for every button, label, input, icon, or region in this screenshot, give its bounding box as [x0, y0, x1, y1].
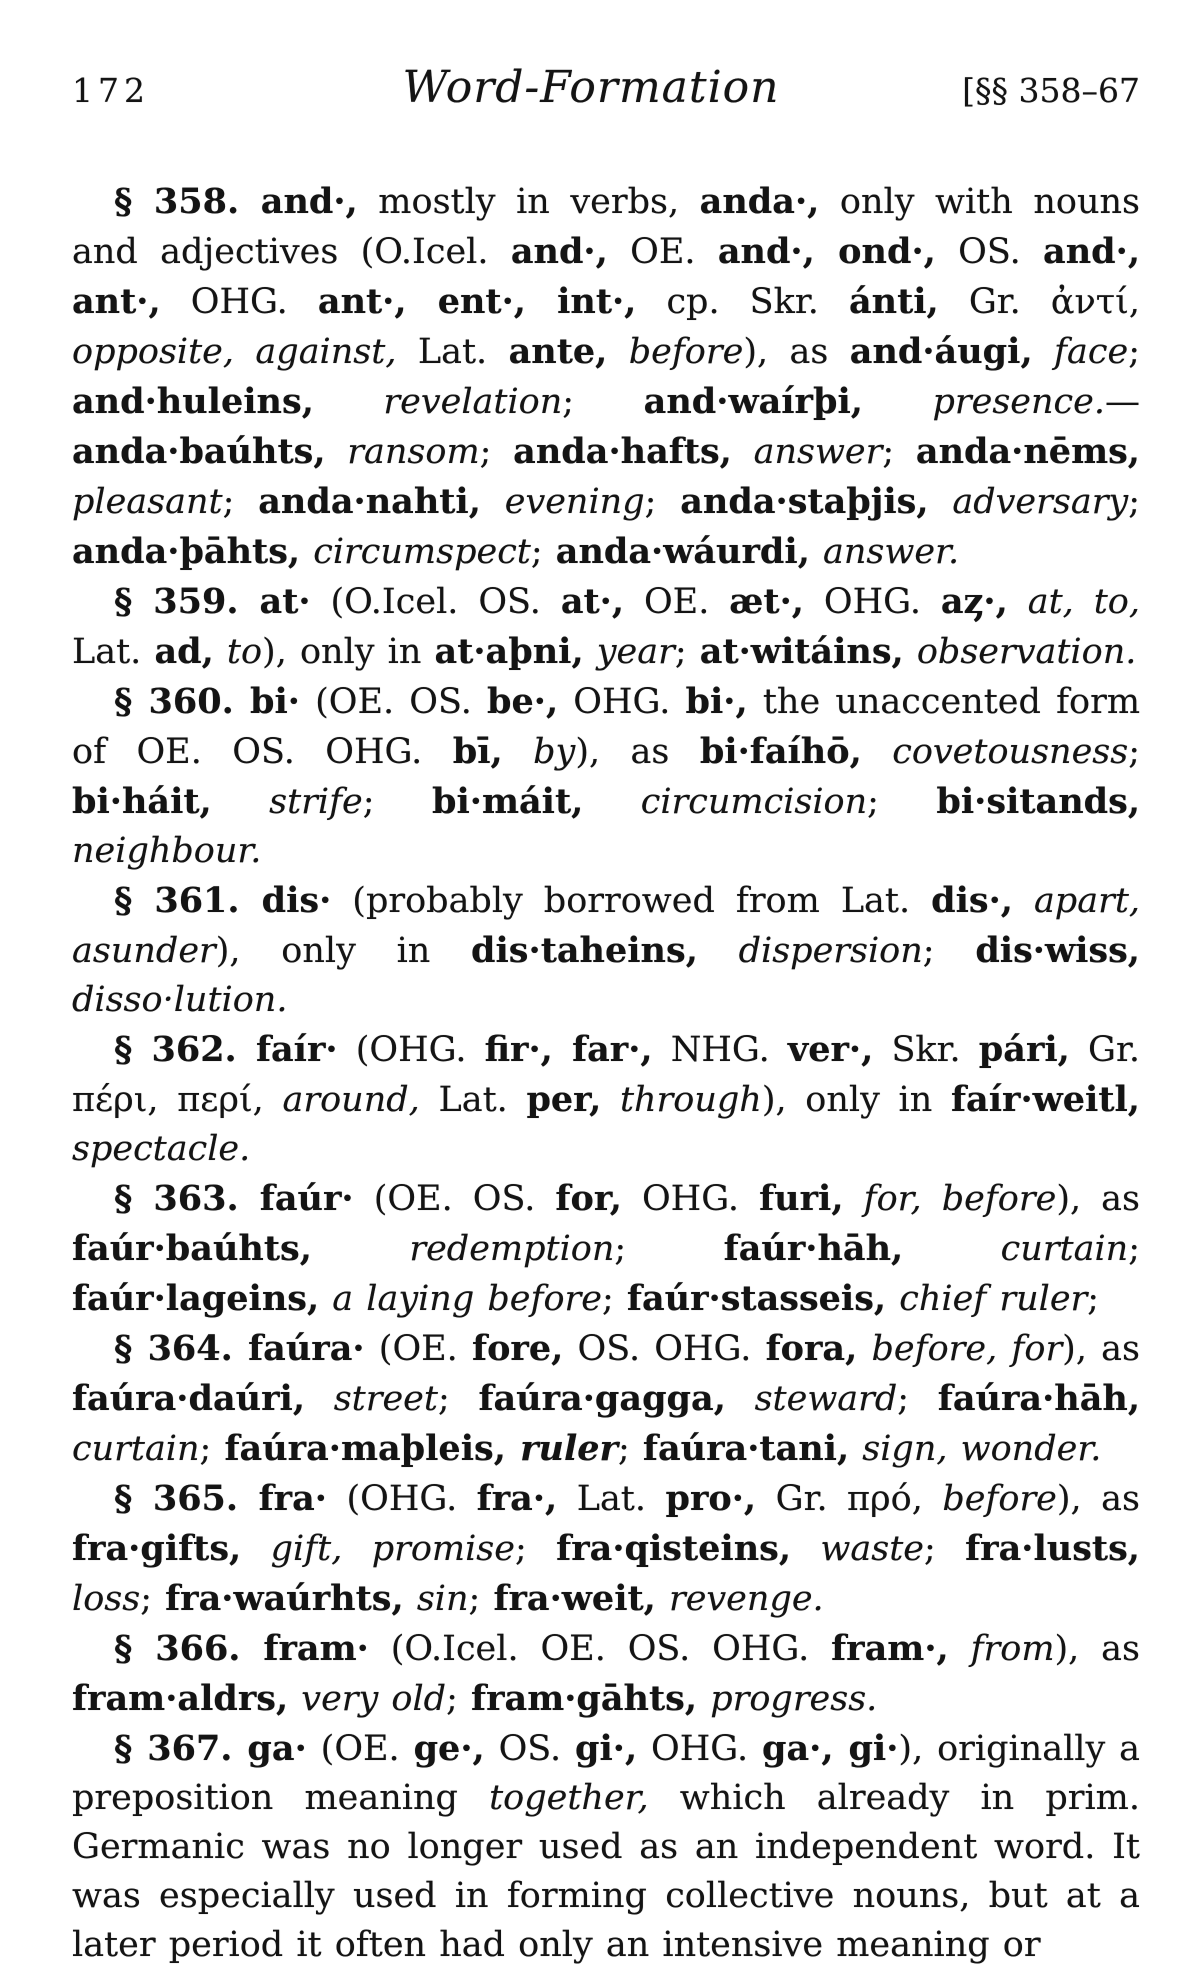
text-run: gi·,	[575, 1728, 638, 1769]
text-run: from	[948, 1629, 1055, 1669]
text-run: ;	[923, 1529, 966, 1569]
text-run: faúra·gagga,	[478, 1378, 726, 1419]
text-run: sin	[403, 1579, 469, 1619]
text-run: be·,	[487, 681, 559, 722]
text-run: OE.	[607, 232, 718, 272]
text-run: revelation	[313, 382, 563, 422]
text-run: § 367. ga·	[114, 1728, 307, 1769]
text-run: OHG.	[160, 282, 318, 322]
text-run: dis·taheins,	[471, 930, 698, 971]
text-run: ), as	[1054, 1629, 1141, 1669]
text-run: ;	[1128, 482, 1141, 522]
text-run: ;	[644, 482, 681, 522]
text-run: which already in prim. Germanic was no longer used as an independent word. It was especially used in forming collective nouns, but at a later period it often had only an intensive meaning or	[72, 1778, 1140, 1965]
text-run: faúr·hāh,	[723, 1228, 904, 1269]
text-run: faúra·maþleis,	[224, 1428, 506, 1469]
text-run: ), as	[1056, 1479, 1140, 1519]
text-run: ;	[199, 1429, 225, 1469]
text-run: ), only in	[215, 931, 472, 971]
text-run: disso·lution.	[72, 980, 288, 1020]
text-run: neighbour.	[72, 831, 262, 871]
text-run: adversary	[928, 482, 1129, 522]
text-run: bi·máit,	[432, 781, 584, 822]
text-run: per,	[526, 1079, 602, 1120]
text-run: ver·,	[787, 1029, 874, 1070]
text-run: NHG.	[652, 1030, 788, 1070]
page-body	[72, 177, 1140, 1970]
text-run: fir·, far·,	[484, 1029, 653, 1070]
text-run: faúr·stasseis,	[626, 1278, 887, 1319]
text-run: OE.	[624, 582, 730, 622]
text-run: loss	[72, 1579, 141, 1619]
text-run: § 364. faúra·	[114, 1328, 365, 1369]
text-run: anda·,	[699, 181, 820, 222]
text-run: fra·qisteins,	[556, 1528, 792, 1569]
text-run: apart, asunder	[72, 881, 1141, 971]
text-run: fram·gāhts,	[471, 1678, 698, 1719]
text-run: ;	[479, 432, 514, 472]
text-run: § 359. at·	[114, 581, 311, 622]
text-run: fra·gifts,	[72, 1528, 242, 1569]
text-run: ;	[882, 432, 916, 472]
text-run: § 362. faír·	[114, 1029, 338, 1070]
text-run: § 366. fram·	[114, 1628, 369, 1669]
text-run: æt·,	[729, 581, 804, 622]
text-run: ), only in	[761, 1080, 951, 1120]
text-run: chief ruler	[886, 1279, 1088, 1319]
text-run: ;	[437, 1379, 479, 1419]
text-run: the unaccented form of OE. OS. OHG.	[72, 682, 1141, 772]
text-run: OS.	[935, 232, 1044, 272]
text-run: faúra·hāh,	[937, 1378, 1141, 1419]
text-run: circumspect	[300, 532, 531, 572]
text-run: ;	[617, 1429, 643, 1469]
text-run: and·,	[510, 231, 608, 272]
text-run: ge·,	[413, 1728, 485, 1769]
text-run: (OHG.	[337, 1030, 485, 1070]
text-run: fra·lusts,	[965, 1528, 1140, 1569]
running-title: Word-Formation	[402, 62, 780, 113]
text-run: before	[942, 1479, 1057, 1519]
text-run: § 360. bi·	[114, 681, 300, 722]
text-run: ;	[140, 1579, 166, 1619]
text-run: ;	[674, 632, 700, 672]
text-run: Gr. πέρι, περί,	[72, 1030, 1140, 1120]
text-run: cp. Skr.	[636, 282, 849, 322]
text-run: progress.	[697, 1679, 878, 1719]
text-run: Gr. ἀντί,	[938, 282, 1140, 322]
text-run: and·áugi,	[849, 331, 1033, 372]
text-run: spectacle.	[72, 1129, 251, 1169]
text-run: dis·,	[931, 880, 1013, 921]
text-run: bi·sitands,	[936, 781, 1140, 822]
paragraph-367	[72, 1724, 1140, 1970]
text-run: by	[502, 732, 576, 772]
text-run: § 365. fra·	[114, 1478, 327, 1519]
text-run: strife	[211, 782, 363, 822]
text-run: furi,	[759, 1178, 844, 1219]
text-run: bi·faíhō,	[699, 731, 862, 772]
section-range: [§§ 358–67	[962, 71, 1140, 110]
text-run: through	[601, 1080, 762, 1120]
text-run: ;	[362, 782, 432, 822]
text-run: bi·,	[685, 681, 748, 722]
text-run: faúra·daúri,	[72, 1378, 306, 1419]
text-run: bi·háit,	[72, 781, 212, 822]
text-run: (probably borrowed from Lat.	[331, 881, 932, 921]
text-run: opposite, against,	[72, 332, 397, 372]
text-run: ;	[601, 1279, 627, 1319]
text-run: a laying before	[319, 1279, 602, 1319]
text-run: —	[1105, 382, 1140, 422]
text-run: anda·staþjis,	[680, 481, 929, 522]
text-run: curtain	[72, 1429, 200, 1469]
text-run: § 363. faúr·	[114, 1178, 354, 1219]
text-run: ), originally a preposition meaning	[72, 1729, 1140, 1818]
text-run: ;	[614, 1229, 724, 1269]
text-run: OS.	[484, 1729, 576, 1769]
text-run: Lat.	[72, 632, 155, 672]
text-run: waste	[791, 1529, 924, 1569]
text-run: observation.	[903, 632, 1137, 672]
text-run: ;	[514, 1529, 557, 1569]
page-number: 172	[72, 71, 150, 110]
text-run: fore,	[472, 1328, 564, 1369]
text-run: (OHG.	[327, 1479, 477, 1519]
paragraph-364	[72, 1324, 1140, 1474]
text-run: and·huleins,	[72, 381, 314, 422]
text-run: ;	[468, 1579, 494, 1619]
text-run: only with nouns and adjectives (O.Icel.	[72, 182, 1140, 272]
text-run: pári,	[978, 1029, 1070, 1070]
text-run: anda·hafts,	[513, 431, 732, 472]
text-run: Lat.	[557, 1479, 666, 1519]
text-run: at·aþni,	[434, 631, 584, 672]
paragraph-359	[72, 577, 1140, 677]
text-run: ;	[1128, 732, 1141, 772]
text-run: faúr·baúhts,	[72, 1228, 312, 1269]
text-run: ), as	[743, 332, 850, 372]
text-run: evening	[480, 482, 645, 522]
text-run: fram·aldrs,	[72, 1678, 289, 1719]
text-run: very old	[288, 1679, 447, 1719]
text-run: ), as	[1062, 1329, 1140, 1369]
text-run: ;	[530, 532, 556, 572]
paragraph-362	[72, 1025, 1140, 1174]
text-run: ad,	[154, 631, 214, 672]
paragraph-365	[72, 1474, 1140, 1624]
text-run: curtain	[903, 1229, 1129, 1269]
text-run: steward	[725, 1379, 898, 1419]
text-run: and·waírþi,	[643, 381, 863, 422]
text-run: ga·, gi·	[762, 1728, 899, 1769]
text-run: fra·weit,	[493, 1578, 656, 1619]
paragraph-361	[72, 876, 1140, 1025]
text-run: at·,	[560, 581, 625, 622]
text-run: redemption	[311, 1229, 615, 1269]
text-run: ;	[562, 382, 644, 422]
text-run: Lat.	[419, 1080, 527, 1120]
text-run: dis·wiss,	[975, 930, 1140, 971]
text-run: anda·nēms,	[915, 431, 1140, 472]
text-run: faúra·tani,	[642, 1428, 850, 1469]
text-run: presence.	[862, 382, 1105, 422]
text-run: anda·wáurdi,	[555, 531, 810, 572]
text-run: ;	[897, 1379, 938, 1419]
text-run: OHG.	[558, 682, 686, 722]
text-run: ), only in	[262, 632, 435, 672]
text-run: ruler	[505, 1428, 618, 1469]
text-run: for,	[555, 1178, 622, 1219]
paragraph-366	[72, 1624, 1140, 1724]
text-run: anda·nahti,	[258, 481, 481, 522]
text-run: ;	[922, 931, 976, 971]
text-run: around,	[282, 1080, 420, 1120]
text-run: (OE.	[306, 1729, 414, 1769]
text-run: § 361. dis·	[114, 880, 332, 921]
text-run: anda·baúhts,	[72, 431, 326, 472]
text-run: ransom	[325, 432, 480, 472]
text-run: (OE. OS.	[353, 1179, 556, 1219]
text-run: ;	[1087, 1279, 1100, 1319]
text-run: before	[607, 332, 744, 372]
paragraph-360	[72, 677, 1140, 876]
text-run: ), as	[1056, 1179, 1141, 1219]
text-run: answer	[731, 432, 883, 472]
text-run: mostly in verbs,	[357, 182, 700, 222]
text-run: at, to,	[1007, 582, 1140, 622]
text-run: and·, ond·,	[717, 231, 936, 272]
text-run: anda·þāhts,	[72, 531, 301, 572]
text-run: answer.	[809, 532, 960, 572]
text-run: (O.Icel. OE. OS. OHG.	[368, 1629, 832, 1669]
text-run: fra·,	[476, 1478, 558, 1519]
text-run: ;	[1128, 332, 1140, 372]
paragraph-363	[72, 1174, 1140, 1324]
text-run: for, before	[843, 1179, 1057, 1219]
page-header	[72, 62, 1140, 113]
text-run: Gr. πρό,	[756, 1479, 943, 1519]
text-run: ;	[1128, 1229, 1141, 1269]
text-run: and·, ant·,	[72, 231, 1140, 322]
text-run: ante,	[508, 331, 608, 372]
text-run: before, for	[857, 1329, 1063, 1369]
text-run: pleasant	[72, 482, 223, 522]
text-run: ;	[222, 482, 259, 522]
text-run: dispersion	[697, 931, 923, 971]
text-run: circumcision	[583, 782, 868, 822]
text-run: bī,	[452, 731, 503, 772]
text-run: year	[583, 632, 675, 672]
text-run: OHG.	[803, 582, 941, 622]
text-run: ), as	[575, 732, 700, 772]
text-run: fra·waúrhts,	[165, 1578, 404, 1619]
text-run: Skr.	[873, 1030, 979, 1070]
text-run: OHG.	[621, 1179, 760, 1219]
text-run: covetousness	[861, 732, 1129, 772]
text-run: aȥ·,	[940, 581, 1008, 622]
text-run: faúr·lageins,	[72, 1278, 320, 1319]
text-run: to	[213, 632, 263, 672]
text-run: OHG.	[637, 1729, 762, 1769]
text-run: together,	[489, 1778, 649, 1818]
text-run: pro·,	[665, 1478, 757, 1519]
text-run: face	[1032, 332, 1129, 372]
text-run: at·witáins,	[699, 631, 904, 672]
text-run: faír·weitl,	[950, 1079, 1140, 1120]
paragraph-358	[72, 177, 1140, 577]
text-run: street	[305, 1379, 438, 1419]
text-run: OS. OHG.	[563, 1329, 766, 1369]
text-run: revenge.	[655, 1579, 824, 1619]
text-run: gift, promise	[241, 1529, 515, 1569]
text-run: ;	[446, 1679, 472, 1719]
text-run: fram·,	[831, 1628, 949, 1669]
text-run: (OE.	[364, 1329, 473, 1369]
text-run: fora,	[765, 1328, 858, 1369]
text-run: ant·, ent·, int·,	[317, 281, 637, 322]
text-run: (O.Icel. OS.	[310, 582, 561, 622]
text-run: § 358. and·,	[114, 181, 358, 222]
text-run: (OE. OS.	[299, 682, 488, 722]
text-run: ánti,	[848, 281, 939, 322]
text-run: ;	[867, 782, 937, 822]
text-run: Lat.	[396, 332, 509, 372]
text-run: sign, wonder.	[849, 1429, 1102, 1469]
